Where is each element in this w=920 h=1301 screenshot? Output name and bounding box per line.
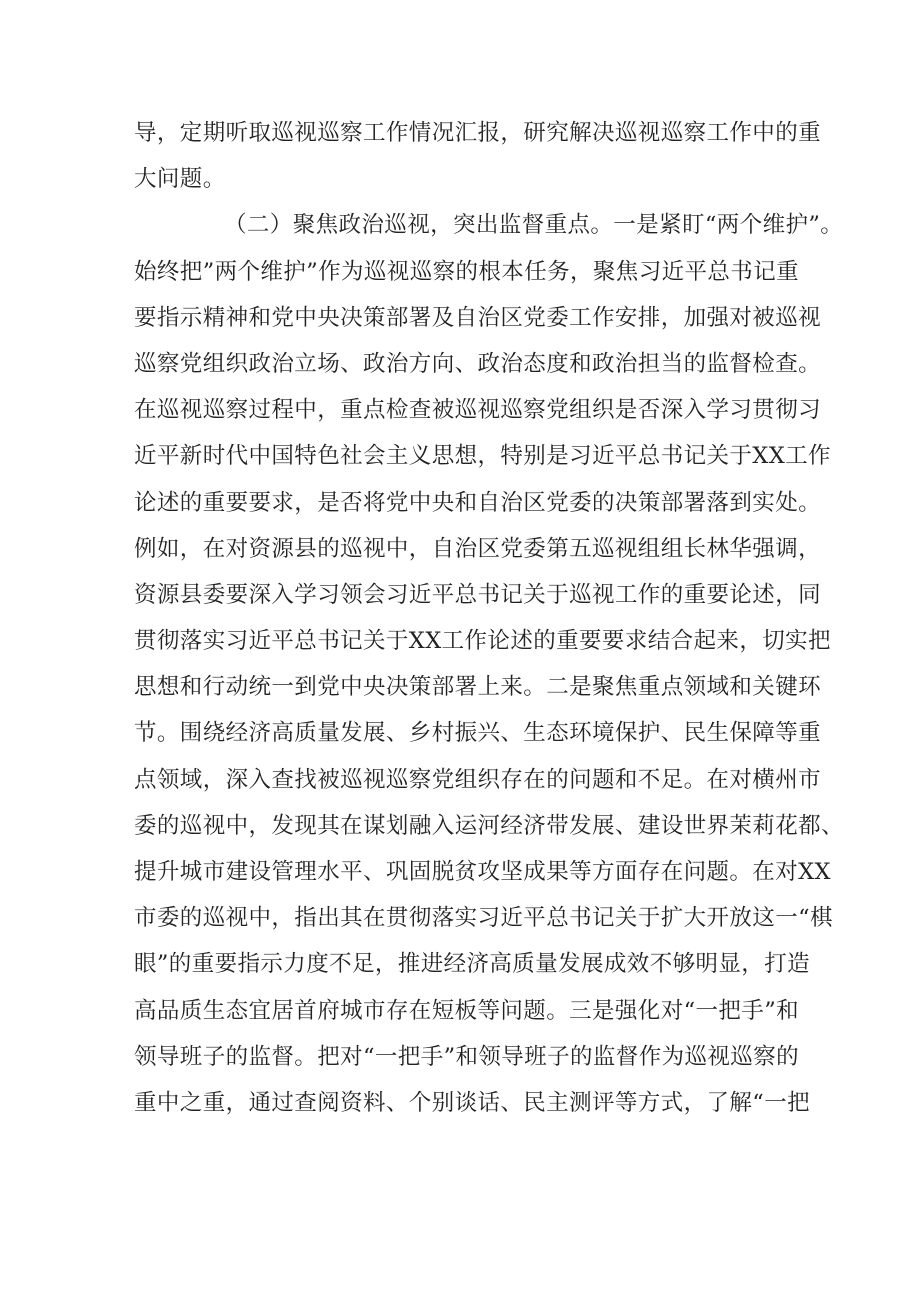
text-line: 委的巡视中，发现其在谋划融入运河经济带发展、建设世界茉莉花都、 (134, 812, 844, 839)
text-line: 眼”的重要指示力度不足，推进经济高质量发展成效不够明显，打造 (134, 951, 811, 978)
text-line: 提升城市建设管理水平、巩固脱贫攻坚成果等方面存在问题。在对XX (134, 859, 831, 885)
body-text (134, 110, 844, 1126)
text-line: 在巡视巡察过程中，重点检查被巡视巡察党组织是否深入学习贯彻习 (134, 397, 822, 424)
text-line: 大问题。 (134, 166, 226, 193)
text-line: 资源县委要深入学习领会习近平总书记关于巡视工作的重要论述，同 (134, 581, 822, 608)
text-line: 例如，在对资源县的巡视中，自治区党委第五巡视组组长林华强调， (134, 535, 822, 562)
text-line: 贯彻落实习近平总书记关于XX工作论述的重要要求结合起来，切实把 (134, 628, 831, 655)
section-heading-line: （二）聚焦政治巡视，突出监督重点。一是紧盯“两个维护”。 (224, 212, 844, 239)
text-line: 点领域，深入查找被巡视巡察党组织存在的问题和不足。在对横州市 (134, 766, 822, 793)
text-line: 高品质生态宜居首府城市存在短板等问题。三是强化对“一把手”和 (134, 997, 800, 1024)
text-line: 要指示精神和党中央决策部署及自治区党委工作安排，加强对被巡视 (134, 304, 822, 331)
text-line: 领导班子的监督。把对“一把手”和领导班子的监督作为巡视巡察的 (134, 1043, 800, 1070)
text-line: 论述的重要要求，是否将党中央和自治区党委的决策部署落到实处。 (134, 489, 822, 516)
text-line: 市委的巡视中，指出其在贯彻落实习近平总书记关于扩大开放这一“棋 (134, 905, 833, 932)
text-line: 巡察党组织政治立场、政治方向、政治态度和政治担当的监督检查。 (134, 350, 822, 377)
text-line: 思想和行动统一到党中央决策部署上来。二是聚焦重点领域和关键环 (134, 674, 822, 701)
text-line: 导，定期听取巡视巡察工作情况汇报，研究解决巡视巡察工作中的重 (134, 120, 822, 146)
text-line: 近平新时代中国特色社会主义思想，特别是习近平总书记关于XX工作 (134, 443, 831, 470)
text-line: 节。围绕经济高质量发展、乡村振兴、生态环境保护、民生保障等重 (134, 720, 822, 747)
text-line: 重中之重，通过查阅资料、个别谈话、民主测评等方式，了解“一把 (134, 1089, 811, 1116)
text-line: 始终把”两个维护”作为巡视巡察的根本任务，聚焦习近平总书记重 (134, 258, 800, 285)
